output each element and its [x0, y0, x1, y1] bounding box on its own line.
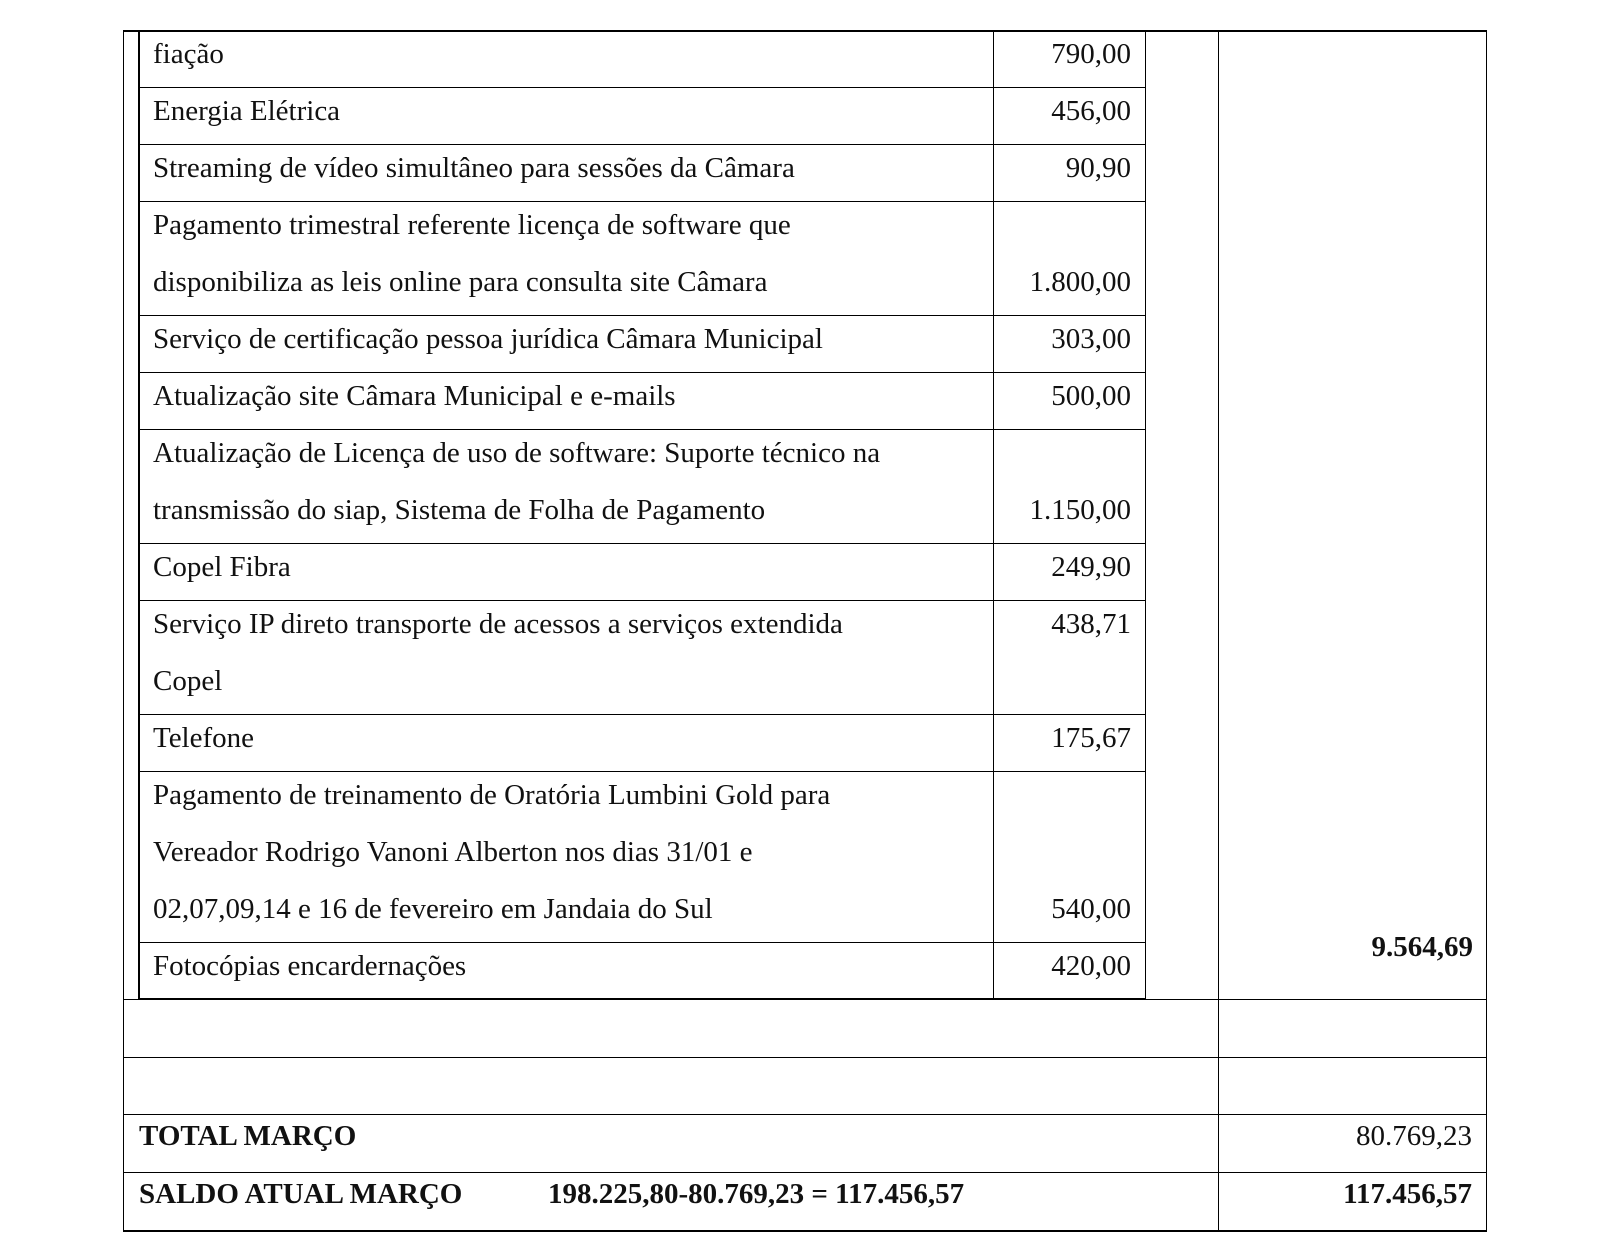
item-description: Pagamento trimestral referente licença de software que — [153, 209, 791, 241]
spacer-column-divider — [1145, 30, 1146, 1000]
item-amount: 438,71 — [1051, 608, 1131, 640]
saldo-value: 117.456,57 — [1343, 1178, 1472, 1210]
item-amount: 303,00 — [1051, 323, 1131, 355]
item-description: Serviço IP direto transporte de acessos a serviços extendida — [153, 608, 843, 640]
row-divider — [123, 1057, 1487, 1058]
item-amount: 500,00 — [1051, 380, 1131, 412]
item-description: Streaming de vídeo simultâneo para sessões da Câmara — [153, 152, 795, 184]
outer-right-border — [1486, 30, 1487, 1231]
total-column-divider — [1218, 30, 1219, 1231]
item-description: Copel — [153, 665, 223, 697]
item-description: Copel Fibra — [153, 551, 291, 583]
item-description: Energia Elétrica — [153, 95, 341, 127]
item-description: transmissão do siap, Sistema de Folha de Pagamento — [153, 494, 766, 526]
total-value: 80.769,23 — [1356, 1120, 1472, 1152]
item-description: Serviço de certificação pessoa jurídica Câmara Municipal — [153, 323, 823, 355]
inner-left-border — [138, 30, 140, 1000]
item-amount: 540,00 — [1051, 893, 1131, 925]
outer-bottom-border — [123, 1230, 1487, 1232]
item-amount: 249,90 — [1051, 551, 1131, 583]
item-description: Atualização de Licença de uso de software: Suporte técnico na — [153, 437, 881, 469]
item-description: 02,07,09,14 e 16 de fevereiro em Jandaia do Sul — [153, 893, 713, 925]
item-amount: 1.800,00 — [1029, 266, 1131, 298]
item-description: fiação — [153, 38, 224, 70]
item-description: disponibiliza as leis online para consulta site Câmara — [153, 266, 768, 298]
outer-top-border — [123, 30, 1487, 32]
item-amount: 790,00 — [1051, 38, 1131, 70]
item-description: Fotocópias encardernações — [153, 950, 467, 982]
item-amount: 175,67 — [1051, 722, 1131, 754]
item-description: Telefone — [153, 722, 255, 754]
saldo-formula: 198.225,80-80.769,23 = 117.456,57 — [548, 1178, 965, 1210]
item-description: Vereador Rodrigo Vanoni Alberton nos dias 31/01 e — [153, 836, 753, 868]
inner-bottom-border — [138, 998, 1146, 1000]
item-amount: 456,00 — [1051, 95, 1131, 127]
item-amount: 90,90 — [1065, 152, 1131, 184]
total-label: TOTAL MARÇO — [139, 1120, 357, 1152]
item-amount: 420,00 — [1051, 950, 1131, 982]
outer-left-border — [123, 30, 124, 1231]
item-description: Pagamento de treinamento de Oratória Lumbini Gold para — [153, 779, 831, 811]
item-amount: 1.150,00 — [1029, 494, 1131, 526]
subtotal-value: 9.564,69 — [1371, 931, 1473, 963]
saldo-label: SALDO ATUAL MARÇO — [139, 1178, 463, 1210]
item-description: Atualização site Câmara Municipal e e-mails — [153, 380, 676, 412]
